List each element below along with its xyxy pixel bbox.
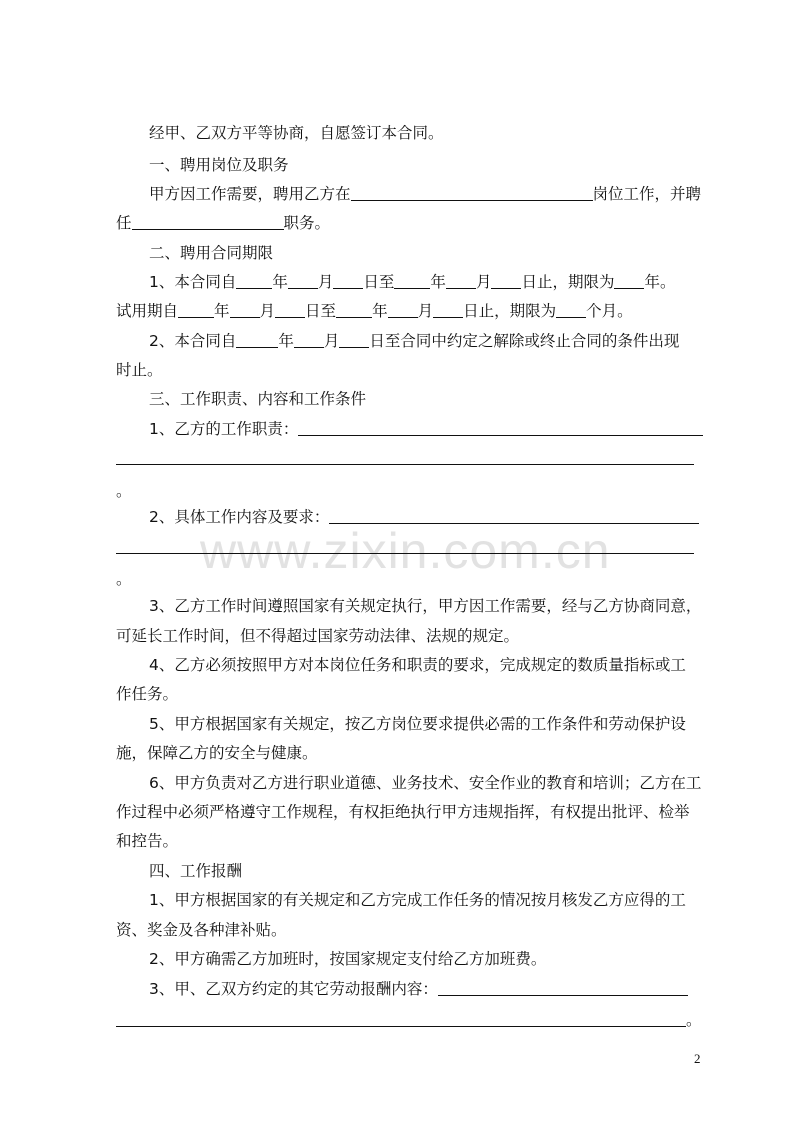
item-3-line-1: 3、乙方工作时间遵照国家有关规定执行，甲方因工作需要，经与乙方协商同意， xyxy=(149,597,702,615)
blank-position[interactable] xyxy=(351,185,593,201)
blank-start-day[interactable] xyxy=(333,273,363,289)
item-6-line-2: 作过程中必须严格遵守工作规程，有权拒绝执行甲方违规指挥，有权提出批评、检举 xyxy=(116,803,690,821)
text: 2、具体工作内容及要求： xyxy=(149,508,330,526)
item-6-line-1: 6、甲方负责对乙方进行职业道德、业务技术、安全作业的教育和培训；乙方在工 xyxy=(149,774,702,792)
text: 年 xyxy=(214,302,230,320)
pay-item-1-line-1: 1、甲方根据国家的有关规定和乙方完成工作任务的情况按月核发乙方应得的工 xyxy=(149,891,686,909)
duty-line xyxy=(149,419,703,439)
term-line-3 xyxy=(149,331,679,351)
term-line-1 xyxy=(149,272,675,292)
blank-open-day[interactable] xyxy=(339,332,369,348)
blank-duties[interactable] xyxy=(298,420,703,436)
text: 日止，期限为 xyxy=(521,273,615,291)
content-end: 。 xyxy=(116,570,132,588)
text: 月 xyxy=(259,302,276,320)
text: 年 xyxy=(372,302,388,320)
content-line xyxy=(149,507,699,527)
pay-item-1-line-2: 资、奖金及各种津补贴。 xyxy=(116,921,287,939)
item-5-line-1: 5、甲方根据国家有关规定，按乙方岗位要求提供必需的工作条件和劳动保护设 xyxy=(149,715,686,733)
text: 3、甲、乙双方约定的其它劳动报酬内容： xyxy=(149,980,438,998)
text: 甲方因工作需要，聘用乙方在 xyxy=(149,185,351,203)
blank-open-month[interactable] xyxy=(294,332,324,348)
blank-end-day[interactable] xyxy=(491,273,521,289)
section-1-line-2 xyxy=(116,213,330,233)
text: 岗位工作，并聘 xyxy=(592,185,702,203)
blank-end-month[interactable] xyxy=(446,273,476,289)
blank-end-year[interactable] xyxy=(394,273,430,289)
text: 月 xyxy=(323,332,340,350)
blank-other-pay-continued[interactable] xyxy=(116,1011,686,1027)
item-4-line-1: 4、乙方必须按照甲方对本岗位任务和职责的要求，完成规定的数质量指标或工 xyxy=(149,656,686,674)
duty-end: 。 xyxy=(116,482,132,500)
blank-open-year[interactable] xyxy=(236,332,278,348)
blank-duties-continued[interactable] xyxy=(116,464,694,465)
text: 日至 xyxy=(305,302,337,320)
text: 日至合同中约定之解除或终止合同的条件出现 xyxy=(369,332,680,350)
item-6-line-3: 和控告。 xyxy=(116,832,179,850)
text: 2、本合同自 xyxy=(149,332,237,350)
blank-content[interactable] xyxy=(329,508,699,524)
text: 年 xyxy=(272,273,288,291)
text: 日至 xyxy=(363,273,395,291)
term-line-4: 时止。 xyxy=(116,361,163,379)
text: 月 xyxy=(475,273,492,291)
text: 月 xyxy=(417,302,434,320)
intro-line: 经甲、乙双方平等协商，自愿签订本合同。 xyxy=(149,124,444,142)
text: 年。 xyxy=(644,273,676,291)
blank-trial-end-day[interactable] xyxy=(433,302,463,318)
pay-item-2: 2、甲方确需乙方加班时，按国家规定支付给乙方加班费。 xyxy=(149,950,547,968)
blank-content-continued[interactable] xyxy=(116,553,694,554)
blank-trial-end-month[interactable] xyxy=(388,302,418,318)
text: 年 xyxy=(430,273,446,291)
text: 职务。 xyxy=(283,214,331,232)
term-line-2 xyxy=(116,301,633,321)
text: 任 xyxy=(116,214,132,232)
blank-start-month[interactable] xyxy=(288,273,318,289)
blank-trial-end-year[interactable] xyxy=(336,302,372,318)
blank-duty[interactable] xyxy=(132,214,284,230)
section-1-title: 一、聘用岗位及职务 xyxy=(149,156,289,174)
section-4-title: 四、工作报酬 xyxy=(149,862,243,880)
text: 。 xyxy=(686,1011,702,1029)
item-4-line-2: 作任务。 xyxy=(116,685,179,703)
text: 月 xyxy=(317,273,334,291)
blank-trial-start-month[interactable] xyxy=(230,302,260,318)
blank-other-pay[interactable] xyxy=(438,980,688,996)
text: 1、本合同自 xyxy=(149,273,237,291)
blank-trial-months[interactable] xyxy=(556,302,586,318)
section-1-line-1 xyxy=(149,184,701,204)
pay-item-3-continued xyxy=(116,1010,702,1030)
blank-years[interactable] xyxy=(614,273,644,289)
text: 个月。 xyxy=(586,302,633,320)
item-3-line-2: 可延长工作时间，但不得超过国家劳动法律、法规的规定。 xyxy=(116,627,520,645)
section-3-title: 三、工作职责、内容和工作条件 xyxy=(149,390,367,408)
pay-item-3 xyxy=(149,979,688,999)
text: 日止，期限为 xyxy=(463,302,557,320)
text: 试用期自 xyxy=(116,302,179,320)
watermark: www.zixin.com.cn xyxy=(200,523,611,579)
blank-start-year[interactable] xyxy=(236,273,272,289)
text: 1、乙方的工作职责： xyxy=(149,420,299,438)
blank-trial-start-year[interactable] xyxy=(178,302,214,318)
item-5-line-2: 施，保障乙方的安全与健康。 xyxy=(116,744,318,762)
page-number: 2 xyxy=(694,1051,701,1066)
blank-trial-start-day[interactable] xyxy=(275,302,305,318)
text: 年 xyxy=(278,332,294,350)
section-2-title: 二、聘用合同期限 xyxy=(149,244,274,262)
